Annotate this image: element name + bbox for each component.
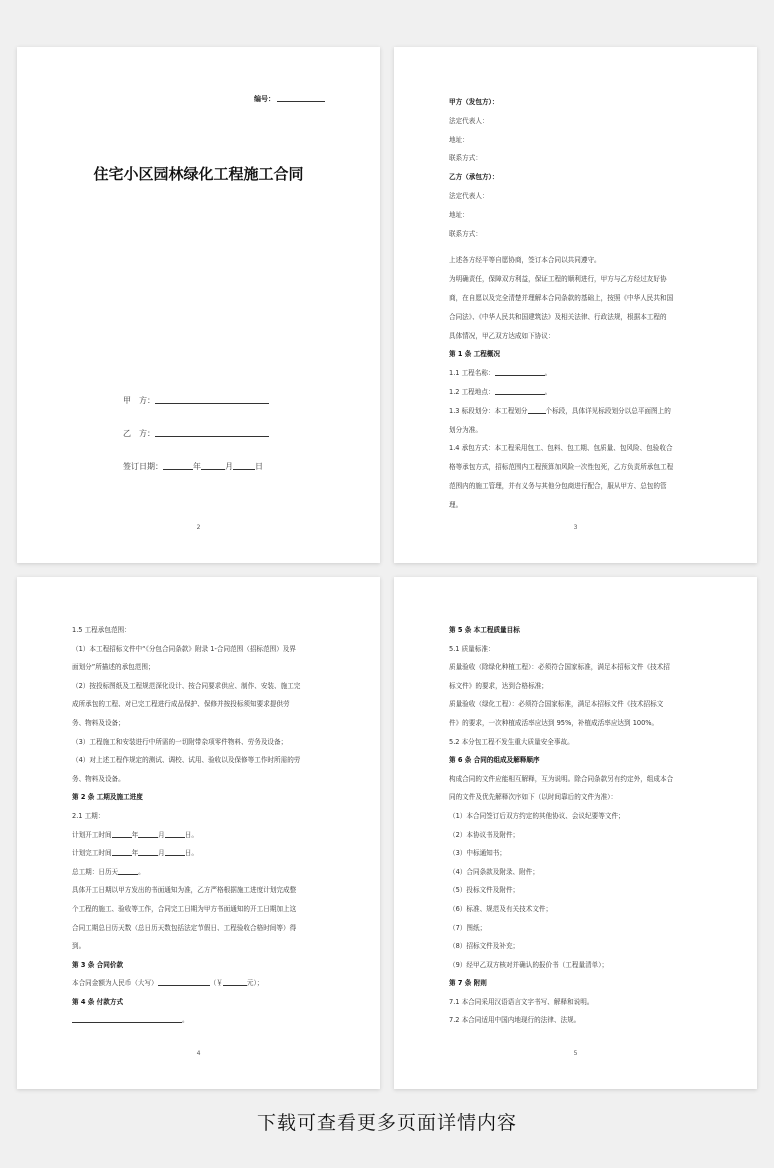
party-b-heading: 乙方（承包方）：	[449, 173, 499, 182]
text-line: 格等承包方式，招标范围内工程预算加风险一次性包死，乙方负责所承包工程	[449, 463, 674, 472]
text-line: 划分为准。	[449, 425, 482, 434]
text-line: 法定代表人：	[449, 191, 489, 200]
article-heading: 第 4 条 付款方式	[72, 997, 124, 1006]
text-line: 法定代表人：	[449, 116, 489, 125]
text-line: 地址：	[449, 135, 469, 144]
payment-method-line: 。	[72, 1011, 334, 1030]
planned-end-line: 计划完工时间 年 月 日。	[72, 849, 198, 858]
text-line: 2.1 工期：	[72, 811, 105, 820]
party-a-heading: 甲方（发包方）：	[449, 98, 499, 106]
download-caption: 下载可查看更多页面详情内容	[256, 1112, 517, 1134]
text-line: （6）标准、规范及有关技术文件；	[449, 904, 553, 913]
contract-title: 住宅小区园林绿化工程施工合同	[93, 165, 304, 183]
document-page-5	[394, 577, 757, 1089]
text-line: 到。	[72, 942, 86, 951]
text-line: 5.2 本分包工程不发生重大质量安全事故。	[449, 737, 574, 746]
text-line: 务、物料及设备。	[72, 774, 125, 783]
text-line: 件》的要求，一次种植成活率应达到 95%，补植成活率应达到 100%。	[449, 718, 659, 727]
text-line: 地址：	[449, 210, 469, 219]
page-number: 4	[196, 1050, 201, 1057]
text-line: （4）合同条款及附录、附件；	[449, 867, 539, 876]
planned-start-line: 计划开工时间 年 月 日。	[72, 830, 198, 839]
text-line: 上述各方经平等自愿协商，签订本合同以共同遵守。	[449, 256, 601, 265]
text-line: （3）工程施工和安装进行中所需的一切附带杂项零件物料、劳务及设备；	[72, 737, 288, 746]
text-line: 合同工期总日历天数（总日历天数包括法定节假日、工程验收合格时间等）得	[72, 923, 297, 932]
text-line: 1.2 工程地点： 。	[449, 387, 552, 396]
page-body	[449, 93, 711, 515]
text-line: 1.5 工程承包范围：	[72, 626, 131, 634]
text-line: 面划分”所描述的承包范围；	[72, 663, 155, 672]
document-page-3	[394, 47, 757, 563]
text-line: （2）本协议书及附件；	[449, 830, 520, 839]
text-line: （7）图纸；	[449, 923, 487, 932]
text-line: 个工程的施工、验收等工作，合同完工日期为甲方书面通知的开工日期加上这	[72, 904, 297, 913]
text-line: 质量验收（除绿化种植工程）：必须符合国家标准，满足本招标文件《技术招	[449, 663, 670, 672]
text-line: （3）中标通知书；	[449, 849, 506, 858]
text-line: 合同法》、《中华人民共和国建筑法》及相关法律、行政法规，根据本工程的	[449, 312, 667, 321]
text-line: 为明确责任，保障双方利益，保证工程的顺利进行，甲方与乙方经过友好协	[449, 275, 667, 284]
text-line: （5）投标文件及附件；	[449, 886, 520, 895]
text-line: 商，在自愿以及完全清楚并理解本合同条款的基础上，按照《中华人民共和国	[449, 293, 674, 302]
text-line: 具体开工日期以甲方发出的书面通知为准，乙方严格根据施工进度计划完成整	[72, 886, 297, 895]
article-heading: 第 1 条 工程概况	[449, 350, 501, 359]
article-heading: 第 5 条 本工程质量目标	[449, 626, 520, 634]
party-a-signature-line: 甲 方：	[123, 395, 269, 406]
total-duration-line: 总工期：日历天 。	[72, 867, 145, 876]
text-line: 联系方式：	[449, 229, 482, 238]
text-line: （9）经甲乙双方核对并确认的报价书（工程量清单）；	[449, 960, 609, 969]
text-line: 1.1 工程名称： 。	[449, 369, 552, 378]
document-page-2	[17, 47, 380, 563]
text-line: 7.2 本合同适用中国内地现行的法律、法规。	[449, 1016, 581, 1025]
page-number: 2	[196, 524, 201, 531]
text-line: 同的文件及优先解释次序如下（以时间靠后的文件为准）：	[449, 793, 618, 802]
text-line: （1）本合同签订后双方约定的其他协议、会议纪要等文件；	[449, 811, 625, 820]
document-number: 编号：	[254, 94, 325, 104]
text-line: 5.1 质量标准：	[449, 644, 495, 653]
text-line: 理。	[449, 500, 463, 509]
document-page-4	[17, 577, 380, 1089]
text-line: 标文件》的要求，达到合格标准；	[449, 681, 548, 690]
text-line: 质量验收（绿化工程）：必须符合国家标准，满足本招标文件《技术招标文	[449, 700, 664, 709]
text-line: 具体情况，甲乙双方达成如下协议：	[449, 331, 555, 340]
text-line: 成所承包的工程、对已完工程进行成品保护、保修并按投标须知要求提供劳	[72, 700, 290, 709]
article-heading: 第 6 条 合同的组成及解释顺序	[449, 756, 540, 765]
text-line: （8）招标文件及补充；	[449, 942, 520, 951]
party-b-signature-line: 乙 方：	[123, 428, 269, 439]
page-body	[449, 621, 711, 1030]
text-line: 1.4 承包方式：本工程采用包工、包料、包工期、包质量、包风险、包验收合	[449, 444, 673, 453]
page-number: 5	[573, 1050, 578, 1057]
text-line: 构成合同的文件应能相互解释，互为说明。除合同条款另有约定外，组成本合	[449, 774, 674, 783]
text-line: 7.1 本合同采用汉语语言文字书写、解释和说明。	[449, 997, 594, 1006]
page-number: 3	[573, 524, 578, 531]
document-number-blank	[277, 94, 325, 102]
text-line: 联系方式：	[449, 154, 482, 163]
text-line: （1）本工程招标文件中“《分包合同条款》附录 1-合同范围（招标范围）及界	[72, 644, 296, 653]
article-heading: 第 2 条 工期及施工进度	[72, 793, 143, 802]
article-heading: 第 7 条 附则	[449, 979, 487, 988]
sign-date-line: 签订日期： 年 月 日	[123, 462, 263, 471]
article-heading: 第 3 条 合同价款	[72, 960, 124, 969]
text-line: （4）对上述工程作规定的测试、调校、试用、验收以及保修等工作时所需的劳	[72, 756, 301, 765]
contract-amount-line: 本合同金额为人民币（大写） （￥ 元）；	[72, 979, 264, 988]
text-line: 1.3 标段划分：本工程划分 个标段，具体详见标段划分以总平面图上的	[449, 406, 671, 415]
text-line: 务、物料及设备；	[72, 718, 125, 727]
text-line: 范围内的施工管理，并有义务与其他分包商进行配合，服从甲方、总包的管	[449, 481, 667, 490]
text-line: （2）按投标图纸及工程规范深化设计、按合同要求供应、制作、安装、施工完	[72, 681, 301, 690]
page-body	[72, 621, 334, 1030]
